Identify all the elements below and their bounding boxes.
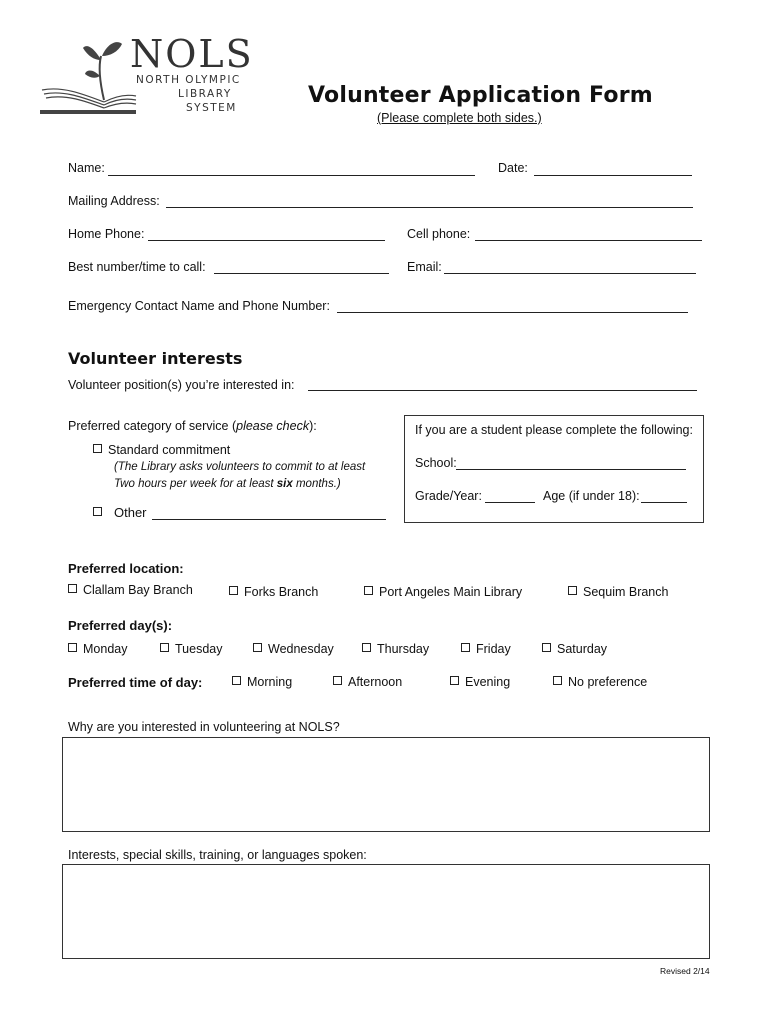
checkbox[interactable]	[93, 507, 102, 516]
position-label: Volunteer position(s) you’re interested in:	[68, 378, 295, 392]
commitment-note-c: months.)	[292, 478, 341, 490]
home-phone-label: Home Phone:	[68, 227, 145, 241]
time-heading: Preferred time of day:	[68, 675, 203, 690]
checkbox[interactable]	[229, 586, 238, 595]
category-label-suffix: ):	[309, 419, 317, 433]
checkbox[interactable]	[253, 643, 262, 652]
checkbox[interactable]	[333, 676, 342, 685]
best-number-label: Best number/time to call:	[68, 260, 206, 274]
checkbox[interactable]	[160, 643, 169, 652]
location-label: Clallam Bay Branch	[83, 583, 193, 597]
cell-phone-field[interactable]	[475, 240, 702, 241]
mailing-address-field[interactable]	[166, 207, 693, 208]
location-heading: Preferred location:	[68, 561, 184, 576]
day-option-friday[interactable]	[461, 642, 511, 656]
checkbox[interactable]	[232, 676, 241, 685]
location-option-port-angeles[interactable]	[364, 585, 522, 599]
home-phone-field[interactable]	[148, 240, 385, 241]
why-label: Why are you interested in volunteering at NOLS?	[68, 720, 340, 734]
time-label: Afternoon	[348, 675, 403, 689]
checkbox[interactable]	[568, 586, 577, 595]
grade-label: Grade/Year:	[415, 489, 482, 503]
checkbox[interactable]	[68, 584, 77, 593]
location-label: Port Angeles Main Library	[379, 585, 523, 599]
age-label: Age (if under 18):	[543, 489, 640, 503]
standard-commitment-label: Standard commitment	[108, 443, 231, 457]
date-field[interactable]	[534, 175, 692, 176]
time-option-afternoon[interactable]	[333, 675, 402, 689]
mailing-address-label: Mailing Address:	[68, 194, 160, 208]
logo-wordmark: NOLS	[130, 32, 254, 76]
day-label: Friday	[476, 642, 511, 656]
days-heading: Preferred day(s):	[68, 618, 173, 633]
checkbox[interactable]	[68, 643, 77, 652]
skills-label: Interests, special skills, training, or languages spoken:	[68, 848, 367, 862]
day-option-monday[interactable]	[68, 642, 127, 656]
category-label-italic: please check	[236, 419, 310, 433]
other-label: Other	[114, 505, 147, 520]
location-option-clallam[interactable]	[68, 583, 193, 597]
commitment-note-line-1: (The Library asks volunteers to commit to at least	[114, 461, 366, 473]
position-field[interactable]	[308, 390, 697, 391]
day-option-saturday[interactable]	[542, 642, 607, 656]
email-field[interactable]	[444, 273, 696, 274]
revision-note: Revised 2/14	[660, 966, 710, 976]
day-label: Monday	[83, 642, 128, 656]
day-label: Thursday	[377, 642, 430, 656]
commitment-note-a: Two hours per week for at least	[114, 478, 277, 490]
standard-commitment-option[interactable]	[93, 443, 230, 457]
checkbox[interactable]	[553, 676, 562, 685]
logo-line-2: LIBRARY	[178, 88, 232, 100]
day-option-tuesday[interactable]	[160, 642, 222, 656]
name-field[interactable]	[108, 175, 475, 176]
time-label: Morning	[247, 675, 293, 689]
checkbox[interactable]	[364, 586, 373, 595]
grade-field[interactable]	[485, 502, 535, 503]
skills-textarea[interactable]	[62, 864, 710, 959]
time-option-morning[interactable]	[232, 675, 292, 689]
time-label: Evening	[465, 675, 511, 689]
date-label: Date:	[498, 161, 528, 175]
checkbox[interactable]	[461, 643, 470, 652]
category-label	[68, 419, 317, 433]
checkbox[interactable]	[542, 643, 551, 652]
time-option-evening[interactable]	[450, 675, 510, 689]
nols-logo	[38, 32, 254, 118]
checkbox[interactable]	[362, 643, 371, 652]
location-label: Sequim Branch	[583, 585, 669, 599]
interests-heading: Volunteer interests	[68, 349, 243, 368]
checkbox[interactable]	[93, 444, 102, 453]
time-label: No preference	[568, 675, 648, 689]
logo-line-1: NORTH OLYMPIC	[136, 74, 241, 86]
cell-phone-label: Cell phone:	[407, 227, 471, 241]
commitment-note-line-2	[114, 478, 341, 490]
other-option[interactable]	[93, 505, 147, 520]
page-subtitle: (Please complete both sides.)	[377, 111, 542, 125]
logo-line-3: SYSTEM	[186, 102, 237, 114]
day-option-wednesday[interactable]	[253, 642, 334, 656]
location-option-forks[interactable]	[229, 585, 318, 599]
day-label: Saturday	[557, 642, 608, 656]
day-label: Tuesday	[175, 642, 223, 656]
page-title: Volunteer Application Form	[308, 83, 653, 108]
book-sprout-icon	[38, 38, 138, 116]
name-label: Name:	[68, 161, 105, 175]
checkbox[interactable]	[450, 676, 459, 685]
student-box	[404, 415, 704, 523]
emergency-contact-label: Emergency Contact Name and Phone Number:	[68, 299, 330, 313]
category-label-prefix: Preferred category of service (	[68, 419, 237, 433]
location-label: Forks Branch	[244, 585, 319, 599]
location-option-sequim[interactable]	[568, 585, 668, 599]
time-option-no-preference[interactable]	[553, 675, 647, 689]
commitment-note-b: six	[276, 478, 293, 490]
emergency-contact-field[interactable]	[337, 312, 688, 313]
email-label: Email:	[407, 260, 442, 274]
age-field[interactable]	[641, 502, 687, 503]
student-heading: If you are a student please complete the following:	[415, 423, 693, 437]
best-number-field[interactable]	[214, 273, 389, 274]
school-field[interactable]	[456, 469, 686, 470]
why-textarea[interactable]	[62, 737, 710, 832]
school-label: School:	[415, 456, 457, 470]
day-option-thursday[interactable]	[362, 642, 429, 656]
day-label: Wednesday	[268, 642, 334, 656]
other-field[interactable]	[152, 519, 386, 520]
